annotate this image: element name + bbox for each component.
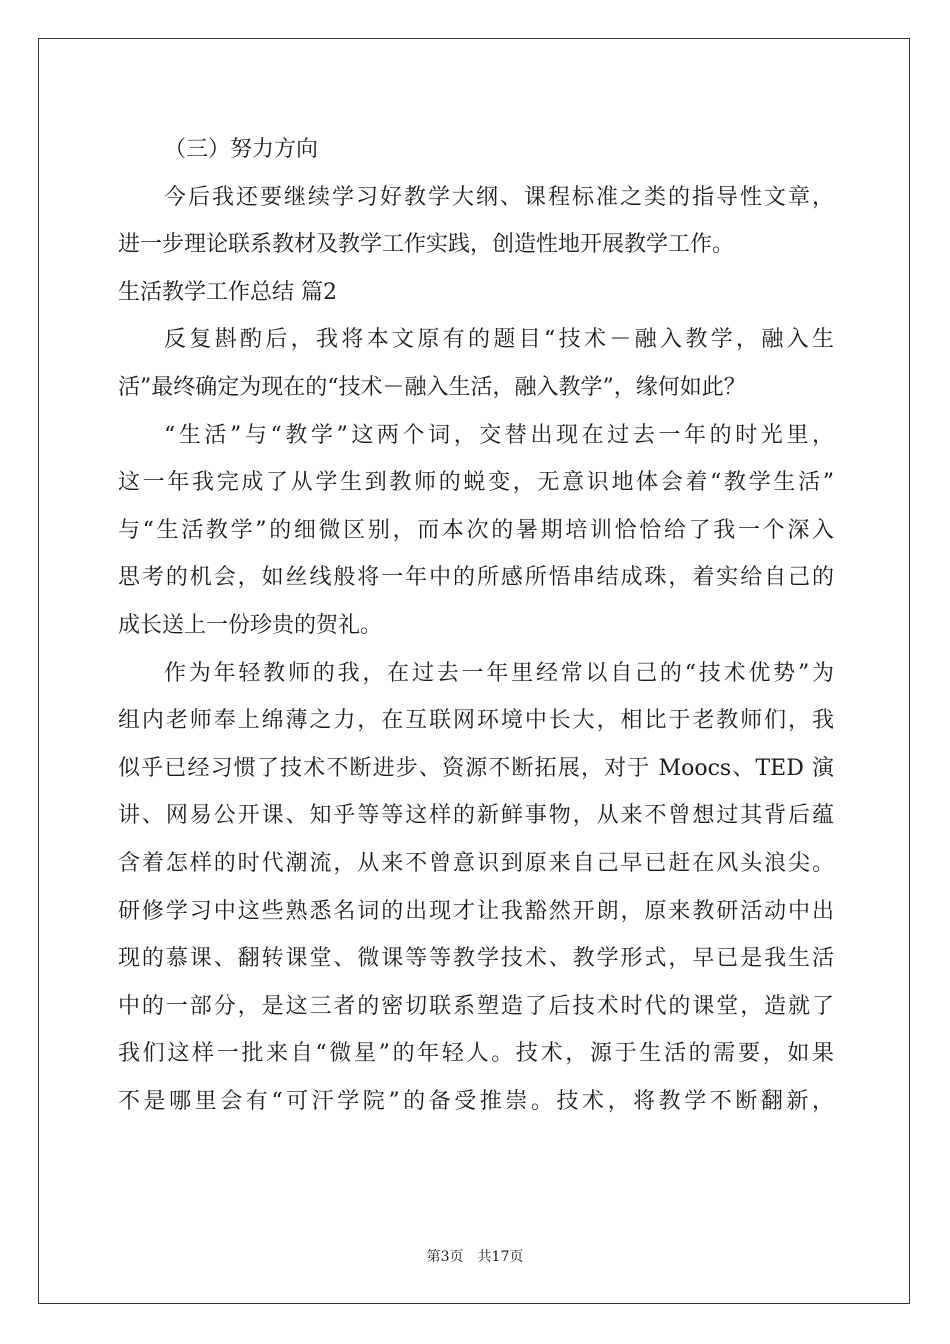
text-line: （三）努力方向 (164, 137, 319, 162)
text-line: 作为年轻教师的我，在过去一年里经常以自己的“技术优势”为 (164, 660, 834, 686)
text-line: 我们这样一批来自“微星”的年轻人。技术，源于生活的需要，如果 (118, 1041, 834, 1067)
text-line: 研修学习中这些熟悉名词的出现才让我豁然开朗，原来教研活动中出 (118, 898, 834, 924)
text-line: 今后我还要继续学习好教学大纲、课程标准之类的指导性文章， (164, 184, 834, 210)
text-line: 似乎已经习惯了技术不断进步、资源不断拓展，对于 Moocs、TED 演 (118, 755, 834, 781)
text-line: 反复斟酌后，我将本文原有的题目“技术－融入教学，融入生 (164, 327, 834, 353)
text-line: 与“生活教学”的细微区别，而本次的暑期培训恰恰给了我一个深入 (118, 517, 834, 543)
text-line: 这一年我完成了从学生到教师的蜕变，无意识地体会着“教学生活” (118, 470, 834, 496)
text-line: 不是哪里会有“可汗学院”的备受推崇。技术，将教学不断翻新， (118, 1088, 834, 1114)
document-body (118, 126, 834, 1125)
text-line: 成长送上一份珍贵的贺礼。 (118, 612, 383, 638)
section-heading: 生活教学工作总结 篇2 (118, 279, 337, 305)
text-line: 讲、网易公开课、知乎等等这样的新鲜事物，从来不曾想过其背后蕴 (118, 803, 834, 829)
text-line: 进一步理论联系教材及教学工作实践，创造性地开展教学工作。 (118, 232, 735, 258)
page-footer: 第3页 共17页 (426, 1249, 524, 1265)
text-line: “生活”与“教学”这两个词，交替出现在过去一年的时光里， (164, 422, 834, 448)
text-line: 思考的机会，如丝线般将一年中的所感所悟串结成珠，着实给自己的 (118, 565, 834, 591)
text-line: 活”最终确定为现在的“技术－融入生活，融入教学”，缘何如此？ (118, 374, 746, 400)
text-line: 组内老师奉上绵薄之力，在互联网环境中长大，相比于老教师们，我 (118, 708, 834, 734)
text-line: 现的慕课、翻转课堂、微课等等教学技术、教学形式，早已是我生活 (118, 946, 834, 972)
text-line: 中的一部分，是这三者的密切联系塑造了后技术时代的课堂，造就了 (118, 993, 834, 1019)
text-line: 含着怎样的时代潮流，从来不曾意识到原来自己早已赶在风头浪尖。 (118, 850, 834, 876)
